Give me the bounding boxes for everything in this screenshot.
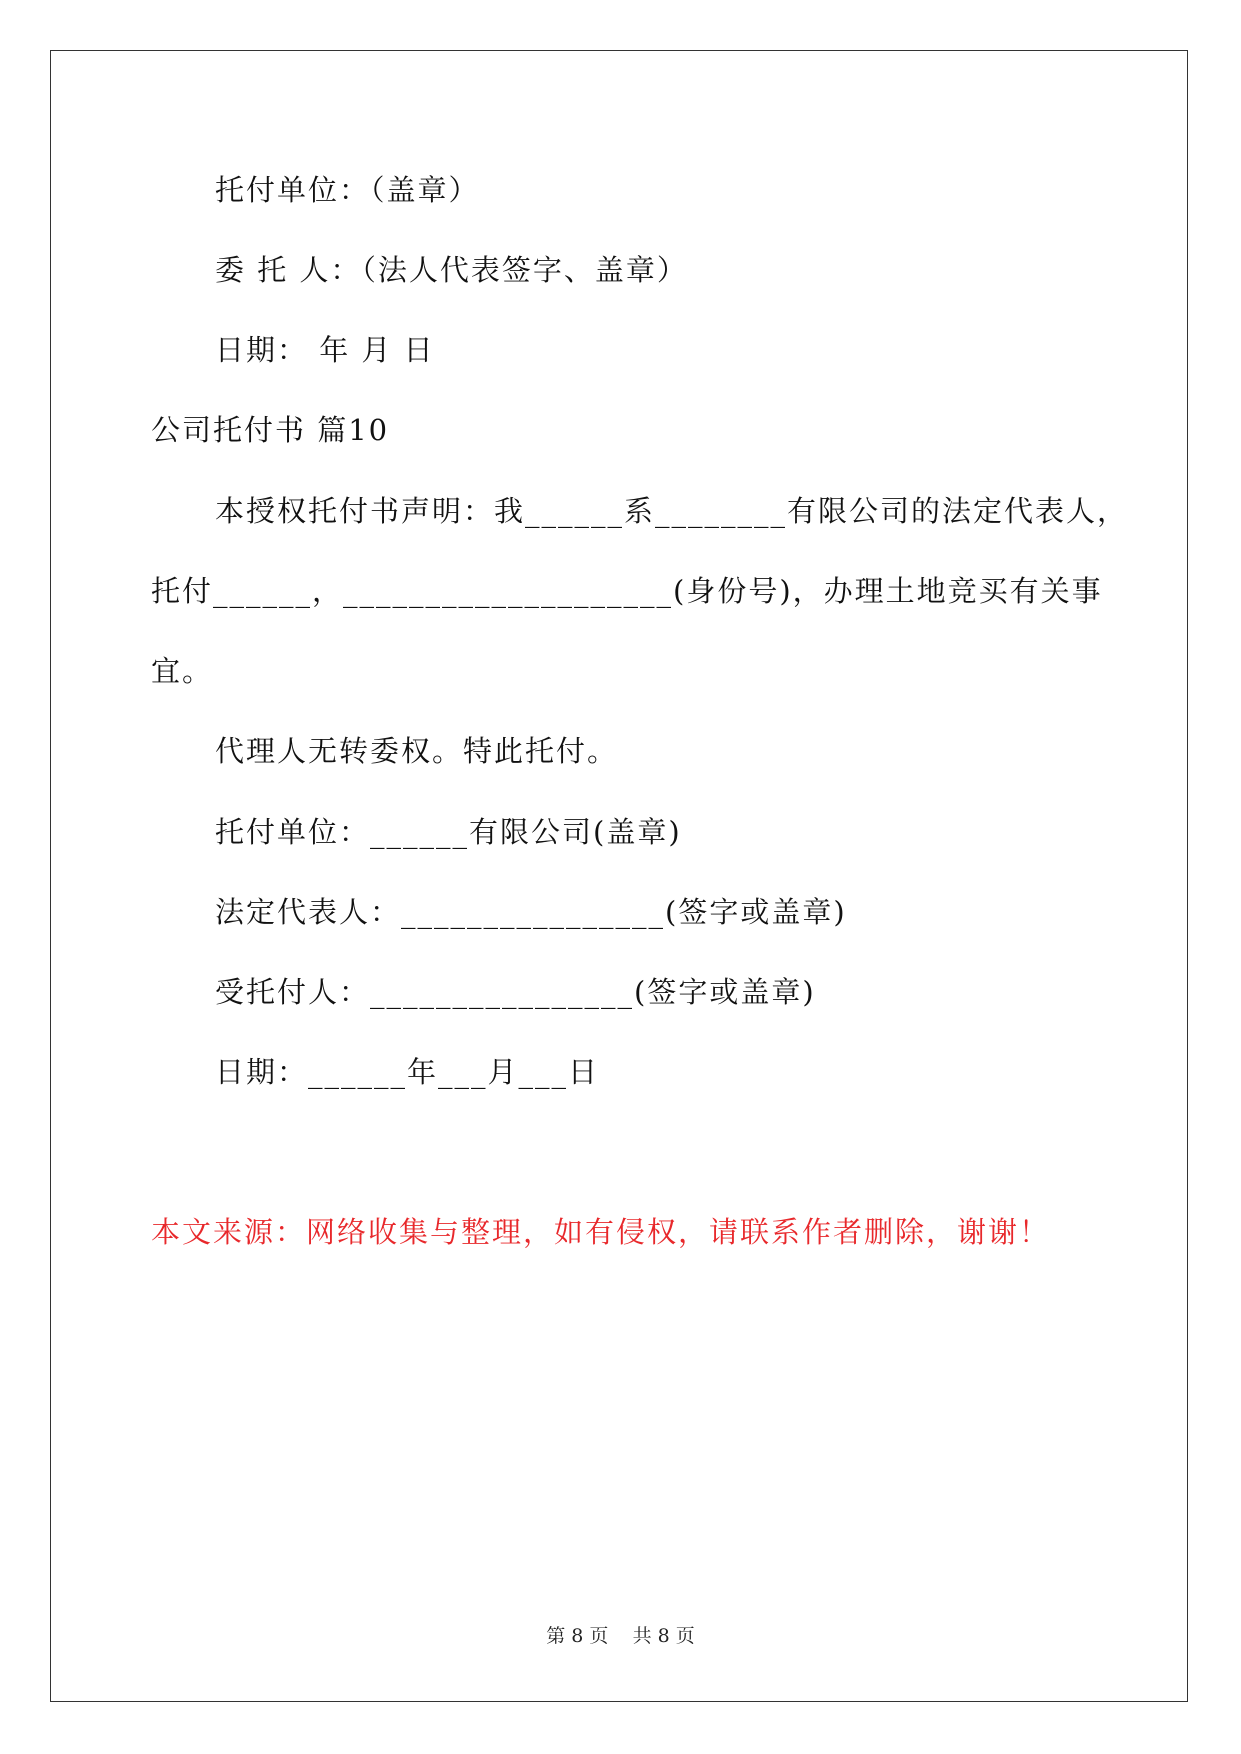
- doc-line-entrusting-company: 托付单位：______有限公司(盖章): [215, 815, 682, 849]
- doc-line-entrusting-unit: 托付单位：（盖章）: [215, 173, 480, 207]
- doc-line-date: 日期： 年 月 日: [215, 333, 435, 367]
- doc-line-legal-rep: 法定代表人：________________(签字或盖章): [215, 895, 847, 929]
- page-border: [50, 50, 1188, 1702]
- doc-line-signing-date: 日期：______年___月___日: [215, 1055, 600, 1089]
- doc-line-entruster: 委 托 人：（法人代表签字、盖章）: [215, 253, 688, 287]
- doc-line-trustee: 受托付人：________________(签字或盖章): [215, 975, 816, 1009]
- section-heading: 公司托付书 篇10: [151, 413, 390, 447]
- doc-line-declaration-cont: 托付______，____________________(身份号)，办理土地竞买有关事: [151, 574, 1103, 608]
- doc-line-declaration-end: 宜。: [151, 654, 214, 688]
- doc-line-no-sub-delegation: 代理人无转委权。特此托付。: [215, 734, 619, 768]
- page-number-footer: 第 8 页 共 8 页: [546, 1625, 695, 1647]
- doc-line-declaration: 本授权托付书声明：我______系________有限公司的法定代表人，: [215, 494, 1129, 528]
- source-note: 本文来源：网络收集与整理，如有侵权，请联系作者删除，谢谢！: [151, 1215, 1051, 1249]
